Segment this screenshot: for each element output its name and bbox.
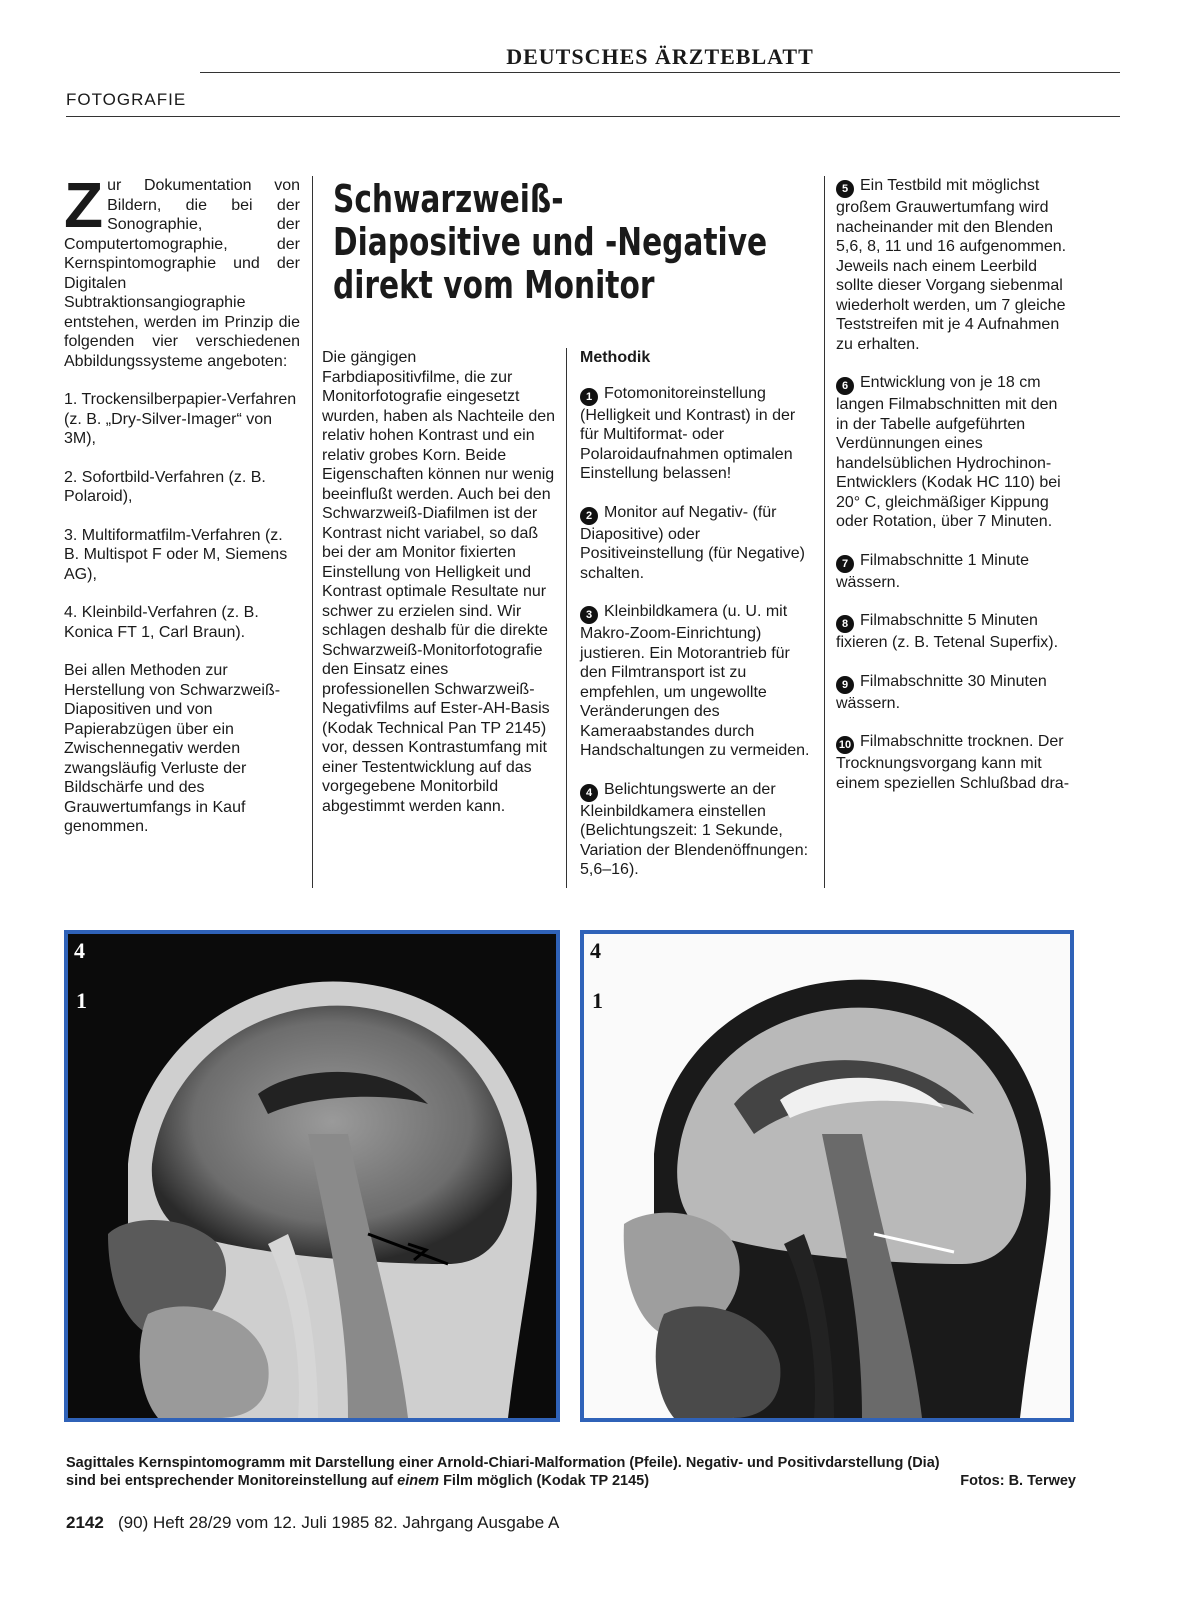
step-number: 2 (580, 507, 598, 525)
column-divider (312, 176, 313, 888)
section-rule (66, 116, 1120, 117)
photo-credit: Fotos: B. Terwey (960, 1473, 1076, 1489)
list-item: 4. Kleinbild-Verfahren (z. B. Konica FT 1, Carl Braun). (64, 604, 259, 641)
intro-text: ur Dokumentation von Bildern, die bei der Sonographie, der Computertomographie, der Kernspintomographie und der Digitalen Subtraktionsangiographie entstehen, werden im Prinzip die folgenden vier verschiedenen Abbildungssysteme angeboten: (64, 177, 300, 370)
figure-caption (66, 1454, 1076, 1490)
caption-line: Sagittales Kernspintomogramm mit Darstellung einer Arnold-Chiari-Malformation (Pfeile). Negativ- und Positivdarstellung (Dia) (66, 1455, 940, 1471)
intro-column (64, 169, 300, 856)
steps-column (836, 176, 1072, 812)
closing-paragraph: Bei allen Methoden zur Herstellung von Schwarzweiß-Diapositiven und von Papierabzügen über ein Zwischennegativ werden zwangsläufig Verluste der Bildschärfe und des Grauwertumfangs in Kauf genommen. (64, 662, 281, 835)
list-item: 2. Sofortbild-Verfahren (z. B. Polaroid), (64, 468, 266, 505)
step-number: 5 (836, 180, 854, 198)
method-step: 5 Ein Testbild mit möglichst großem Grauwertumfang wird nacheinander mit den Blenden 5,6, 8, 11 und 16 aufgenommen. Jeweils nach einem Leerbild sollte dieser Vorgang siebenmal wiederholt werden, um 7 gleiche Teststreifen mit je 4 Aufnahmen zu erhalten. (836, 177, 1067, 353)
mri-negative-photo (64, 930, 560, 1422)
step-number: 4 (580, 784, 598, 802)
step-number: 8 (836, 615, 854, 633)
step-number: 9 (836, 676, 854, 694)
method-step: 10 Filmabschnitte trocknen. Der Trocknungsvorgang kann mit einem speziellen Schlußbad dra- (836, 733, 1070, 792)
headline-line: Diapositive und -Negative (333, 220, 768, 264)
masthead-rule (200, 72, 1120, 73)
headline-line: Schwarzweiß- (333, 177, 564, 221)
mri-positive-photo (580, 930, 1074, 1422)
body-column (322, 348, 556, 835)
intro-paragraph (64, 169, 300, 371)
image-marker: 1 (76, 988, 87, 1013)
method-step: 6 Entwicklung von je 18 cm langen Filmabschnitten mit den in der Tabelle aufgeführten Verdünnungen eines handelsüblichen Hydrochinon-Entwicklers (Kodak HC 110) bei 20° C, gleichmäßiger Kippung oder Rotation, über 7 Minuten. (836, 374, 1061, 530)
list-item: 1. Trockensilberpapier-Verfahren (z. B. „Dry-Silver-Imager“ von 3M), (64, 391, 297, 447)
method-step: 9 Filmabschnitte 30 Minuten wässern. (836, 672, 1047, 712)
article-headline (333, 177, 768, 307)
column-divider (566, 348, 567, 888)
mri-negative-image (68, 934, 556, 1418)
method-step: 1 Fotomonitoreinstellung (Helligkeit und Kontrast) in der für Multiformat- oder Polaroidaufnahmen optimalen Einstellung belassen! (580, 384, 796, 482)
image-marker: 1 (592, 988, 603, 1013)
method-step: 4 Belichtungswerte an der Kleinbildkamera einstellen (Belichtungszeit: 1 Sekunde, Variation der Blendenöffnungen: 5,6–16). (580, 780, 809, 878)
method-step: 2 Monitor auf Negativ- (für Diapositive) oder Positiveinstellung (für Negative) schalten. (580, 503, 805, 582)
method-step: 3 Kleinbildkamera (u. U. mit Makro-Zoom-Einrichtung) justieren. Ein Motorantrieb für den Filmtransport ist zu empfehlen, um ungewollte Veränderungen des Kameraabstandes durch Handschaltungen zu vermeiden. (580, 603, 810, 759)
list-item: 3. Multiformatfilm-Verfahren (z. B. Multispot F oder M, Siemens AG), (64, 526, 288, 583)
caption-line: sind bei entsprechender Monitoreinstellung auf einem Film möglich (Kodak TP 2145) (66, 1473, 650, 1489)
image-marker: 4 (74, 938, 85, 963)
column-divider (824, 176, 825, 888)
step-number: 6 (836, 377, 854, 395)
step-number: 7 (836, 555, 854, 573)
masthead: DEUTSCHES ÄRZTEBLATT (506, 44, 814, 69)
drop-cap: Z (64, 169, 104, 241)
step-number: 1 (580, 388, 598, 406)
image-marker: 4 (590, 938, 601, 963)
headline-line: direkt vom Monitor (333, 263, 655, 307)
method-step: 8 Filmabschnitte 5 Minuten fixieren (z. B. Tetenal Superfix). (836, 612, 1059, 651)
methodik-column (580, 348, 812, 899)
step-number: 10 (836, 736, 854, 754)
section-label: FOTOGRAFIE (66, 90, 187, 109)
body-text: Die gängigen Farbdiapositivfilme, die zur Monitorfotografie eingesetzt wurden, haben als Nachteile den relativ hohen Kontrast und ein relativ grobes Korn. Beide Eigenschaften können nur wenig beeinflußt werden. Auch bei den Schwarzweiß-Diafilmen ist der Kontrast nicht variabel, so daß bei der am Monitor fixierten Einstellung von Helligkeit und Kontrast optimale Resultate nur schwer zu erzielen sind. Wir schlagen deshalb für die direkte Schwarzweiß-Monitorfotografie den Einsatz eines professionellen Schwarzweiß-Negativfilms auf Ester-AH-Basis (Kodak Technical Pan TP 2145) vor, dessen Kontrastumfang mit einer Testentwicklung auf das vorgegebene Monitorbild abgestimmt werden kann. (322, 349, 556, 815)
mri-positive-image (584, 934, 1070, 1418)
page-footer (66, 1513, 559, 1533)
method-step: 7 Filmabschnitte 1 Minute wässern. (836, 551, 1029, 591)
issue-info: (90) Heft 28/29 vom 12. Juli 1985 82. Jahrgang Ausgabe A (118, 1513, 560, 1532)
step-number: 3 (580, 606, 598, 624)
page-number: 2142 (66, 1513, 104, 1532)
methodik-heading: Methodik (580, 349, 651, 366)
